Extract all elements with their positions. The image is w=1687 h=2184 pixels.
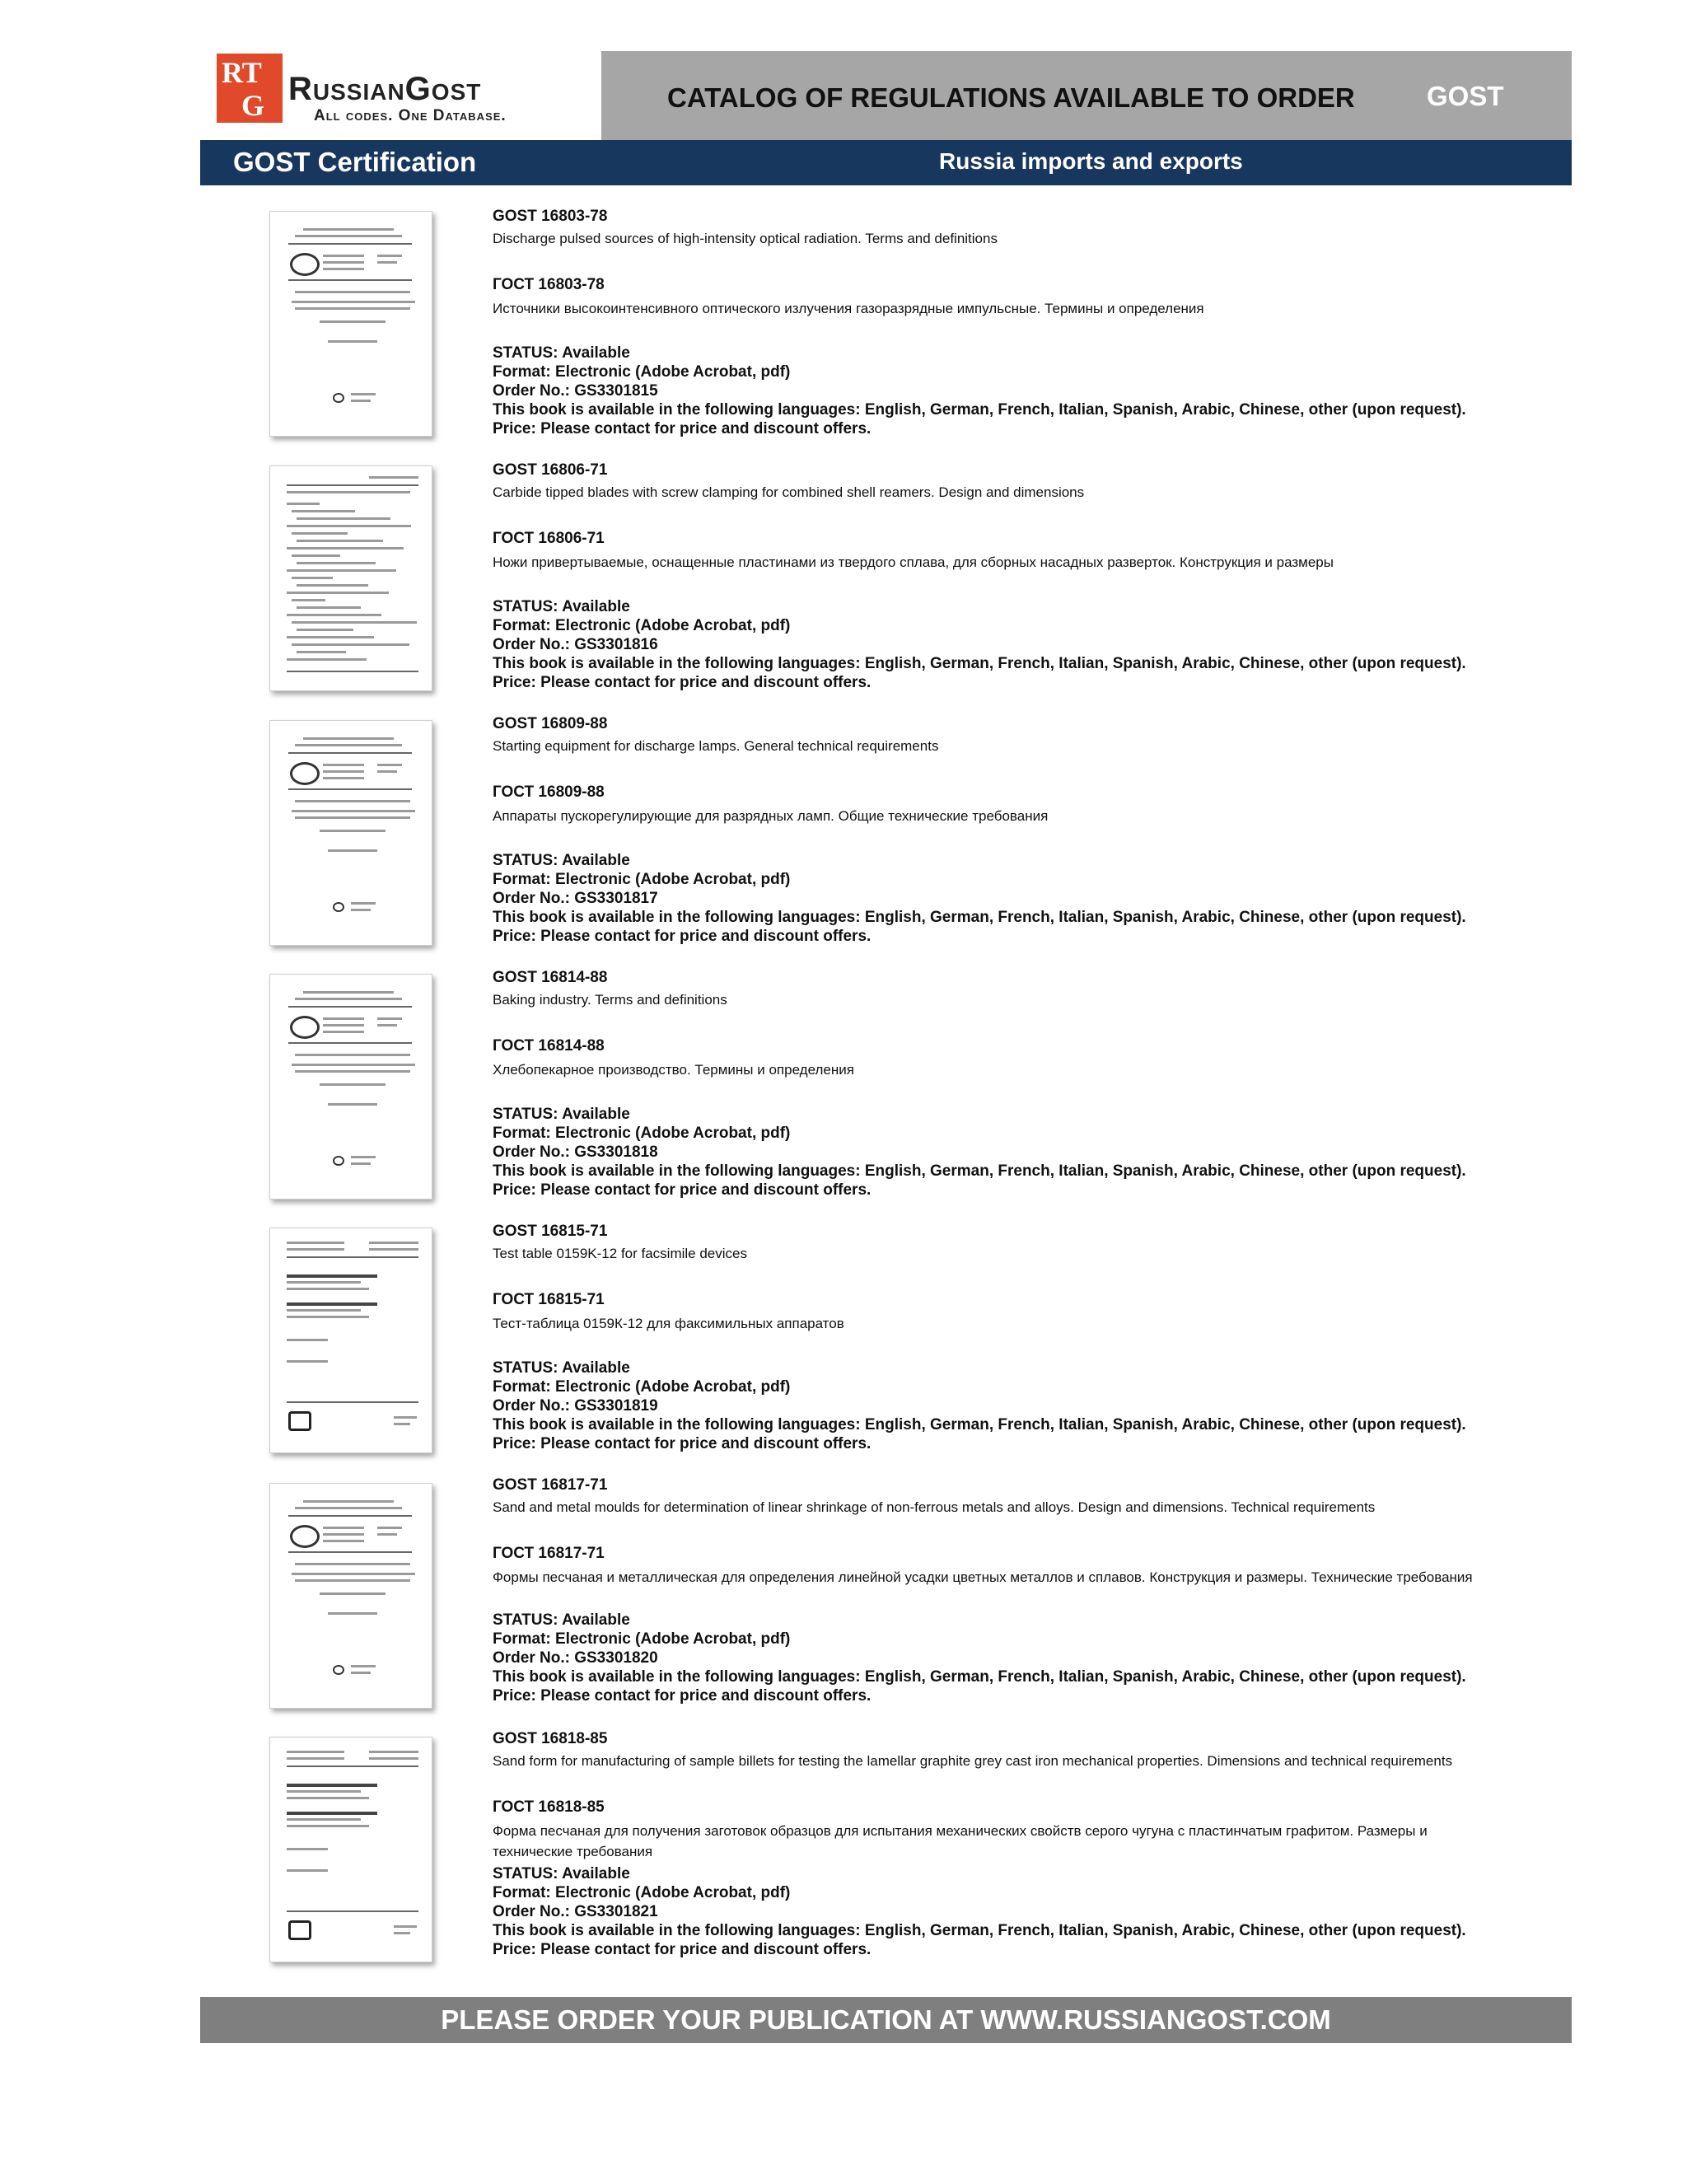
gost-code-ru[interactable]: ГОСТ 16815-71 — [493, 1291, 605, 1308]
gost-code-ru[interactable]: ГОСТ 16809-88 — [493, 783, 605, 801]
gost-title-ru: Хлебопекарное производство. Термины и определения — [493, 1062, 854, 1078]
gost-title-en: Sand form for manufacturing of sample billets for testing the lamellar graphite grey cast iron mechanical properties. Dimensions and technical requirements — [493, 1753, 1453, 1769]
gost-title-ru: Форма песчаная для получения заготовок образцов для испытания механических свойств серого чугуна с пластинчатым графитом. Размеры и технические требования — [493, 1823, 1428, 1859]
format-text: Format: Electronic (Adobe Acrobat, pdf) — [493, 1630, 791, 1648]
languages-text: This book is available in the following languages: English, German, French, Italian, Spanish, Arabic, Chinese, other (upon request). — [493, 401, 1466, 419]
document-cover-thumbnail[interactable] — [269, 1228, 432, 1453]
regulation-meta — [493, 1864, 1466, 1959]
gost-code-en[interactable]: GOST 16815-71 — [493, 1223, 608, 1240]
price-text: Price: Please contact for price and discount offers. — [493, 1941, 872, 1958]
gost-code-ru[interactable]: ГОСТ 16806-71 — [493, 530, 605, 547]
gost-code-en[interactable]: GOST 16818-85 — [493, 1730, 608, 1747]
gost-code-en[interactable]: GOST 16806-71 — [493, 461, 608, 479]
gost-code-en[interactable]: GOST 16803-78 — [493, 208, 608, 225]
band-right-label: Russia imports and exports — [939, 148, 1243, 174]
page-header — [200, 51, 1572, 140]
status-text: STATUS: Available — [493, 1865, 630, 1882]
order-number: Order No.: GS3301815 — [493, 382, 658, 400]
price-text: Price: Please contact for price and discount offers. — [493, 928, 872, 945]
gost-title-en: Sand and metal moulds for determination of linear shrinkage of non-ferrous metals and alloys. Design and dimensions. Technical requirements — [493, 1499, 1376, 1515]
status-text: STATUS: Available — [493, 598, 630, 615]
document-cover-thumbnail[interactable] — [269, 1737, 432, 1962]
status-text: STATUS: Available — [493, 1359, 630, 1377]
logo[interactable] — [200, 51, 600, 140]
gost-code-ru[interactable]: ГОСТ 16814-88 — [493, 1037, 605, 1055]
order-number: Order No.: GS3301818 — [493, 1143, 658, 1161]
price-text: Price: Please contact for price and discount offers. — [493, 1687, 872, 1705]
logo-name: RussianGost — [288, 71, 482, 107]
logo-mark-bottom: G — [241, 89, 265, 122]
document-cover-thumbnail[interactable] — [269, 974, 432, 1200]
format-text: Format: Electronic (Adobe Acrobat, pdf) — [493, 1378, 791, 1396]
format-text: Format: Electronic (Adobe Acrobat, pdf) — [493, 1884, 791, 1901]
order-footer[interactable] — [200, 1997, 1572, 2043]
format-text: Format: Electronic (Adobe Acrobat, pdf) — [493, 363, 791, 381]
catalog-title: CATALOG OF REGULATIONS AVAILABLE TO ORDER — [667, 82, 1355, 113]
logo-mark-top: RT — [222, 56, 262, 89]
gost-title-en: Discharge pulsed sources of high-intensity optical radiation. Terms and definitions — [493, 231, 998, 246]
gost-code-ru[interactable]: ГОСТ 16803-78 — [493, 276, 605, 293]
price-text: Price: Please contact for price and discount offers. — [493, 674, 872, 691]
document-cover-thumbnail[interactable] — [269, 720, 432, 946]
order-number: Order No.: GS3301819 — [493, 1397, 658, 1415]
status-text: STATUS: Available — [493, 1611, 630, 1629]
languages-text: This book is available in the following languages: English, German, French, Italian, Spanish, Arabic, Chinese, other (upon request). — [493, 909, 1466, 926]
band-left-label: GOST Certification — [233, 147, 477, 177]
gost-title-ru: Ножи привертываемые, оснащенные пластинами из твердого сплава, для сборных насадных разверток. Конструкция и размеры — [493, 554, 1334, 570]
price-text: Price: Please contact for price and discount offers. — [493, 1181, 872, 1199]
logo-tagline: All codes. One Database. — [314, 107, 507, 124]
category-band — [200, 140, 1572, 185]
order-number: Order No.: GS3301820 — [493, 1649, 658, 1667]
catalog-title-bar — [601, 51, 1572, 140]
order-number: Order No.: GS3301821 — [493, 1903, 658, 1920]
languages-text: This book is available in the following languages: English, German, French, Italian, Spanish, Arabic, Chinese, other (upon request). — [493, 1922, 1466, 1939]
order-number: Order No.: GS3301816 — [493, 636, 658, 653]
regulation-meta — [493, 1105, 1466, 1200]
format-text: Format: Electronic (Adobe Acrobat, pdf) — [493, 617, 791, 634]
gost-title-ru: Формы песчаная и металлическая для определения линейной усадки цветных металлов и сплавов. Конструкция и размеры. Технические требования — [493, 1569, 1473, 1585]
languages-text: This book is available in the following languages: English, German, French, Italian, Spanish, Arabic, Chinese, other (upon request). — [493, 1162, 1466, 1180]
gost-title-ru: Аппараты пускорегулирующие для разрядных ламп. Общие технические требования — [493, 808, 1049, 824]
languages-text: This book is available in the following languages: English, German, French, Italian, Spanish, Arabic, Chinese, other (upon request). — [493, 1668, 1466, 1686]
gost-title-ru: Тест-таблица 0159К-12 для факсимильных аппаратов — [493, 1316, 844, 1331]
document-cover-thumbnail[interactable] — [269, 465, 432, 691]
gost-title-ru: Источники высокоинтенсивного оптического излучения газоразрядные импульсные. Термины и определения — [493, 301, 1204, 316]
languages-text: This book is available in the following languages: English, German, French, Italian, Spanish, Arabic, Chinese, other (upon request). — [493, 1416, 1466, 1433]
regulation-meta — [493, 1359, 1466, 1453]
gost-code-en[interactable]: GOST 16817-71 — [493, 1476, 608, 1494]
regulation-meta — [493, 597, 1466, 692]
status-text: STATUS: Available — [493, 344, 630, 362]
gost-code-en[interactable]: GOST 16814-88 — [493, 969, 608, 986]
regulation-meta — [493, 851, 1466, 946]
footer-order-link[interactable]: PLEASE ORDER YOUR PUBLICATION AT WWW.RUSSIANGOST.COM — [441, 2004, 1331, 2035]
gost-title-en: Test table 0159K-12 for facsimile devices — [493, 1246, 747, 1261]
document-cover-thumbnail[interactable] — [269, 211, 432, 437]
languages-text: This book is available in the following languages: English, German, French, Italian, Spanish, Arabic, Chinese, other (upon request). — [493, 655, 1466, 672]
price-text: Price: Please contact for price and discount offers. — [493, 1435, 872, 1452]
logo-mark-icon — [217, 54, 283, 123]
price-text: Price: Please contact for price and discount offers. — [493, 420, 872, 437]
status-text: STATUS: Available — [493, 1106, 630, 1123]
gost-title-en: Starting equipment for discharge lamps. General technical requirements — [493, 738, 939, 754]
format-text: Format: Electronic (Adobe Acrobat, pdf) — [493, 1125, 791, 1142]
gost-code-ru[interactable]: ГОСТ 16817-71 — [493, 1545, 605, 1562]
format-text: Format: Electronic (Adobe Acrobat, pdf) — [493, 871, 791, 888]
regulation-meta — [493, 1611, 1466, 1705]
regulation-meta — [493, 344, 1466, 438]
gost-code-en[interactable]: GOST 16809-88 — [493, 715, 608, 732]
gost-title-en: Carbide tipped blades with screw clamping for combined shell reamers. Design and dimensions — [493, 484, 1085, 500]
gost-tag: GOST — [1427, 81, 1504, 111]
gost-code-ru[interactable]: ГОСТ 16818-85 — [493, 1798, 605, 1816]
gost-title-en: Baking industry. Terms and definitions — [493, 992, 727, 1008]
status-text: STATUS: Available — [493, 852, 630, 869]
document-cover-thumbnail[interactable] — [269, 1483, 432, 1709]
order-number: Order No.: GS3301817 — [493, 890, 658, 907]
